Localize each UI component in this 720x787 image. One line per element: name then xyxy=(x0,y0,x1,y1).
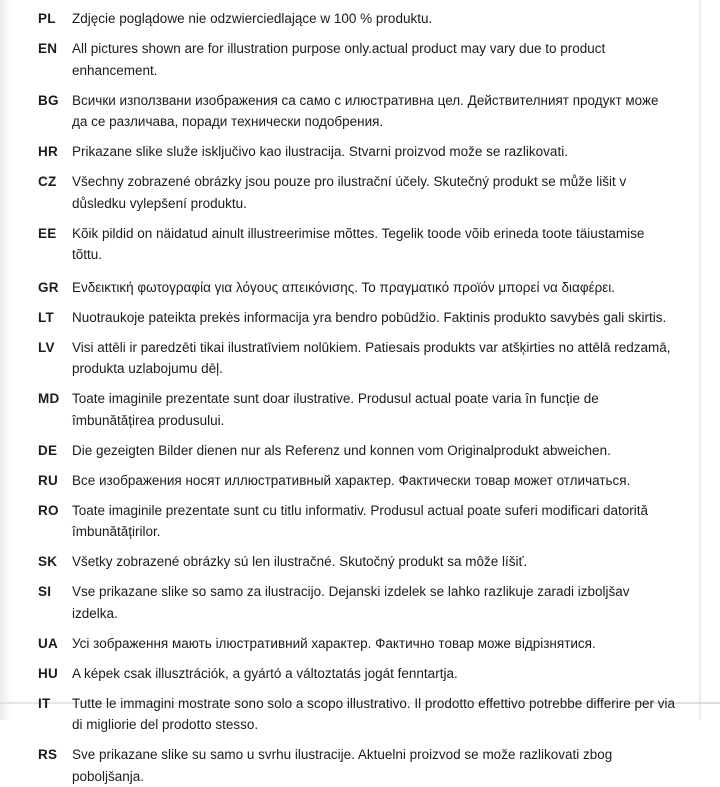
disclaimer-row xyxy=(38,440,694,462)
language-code: CZ xyxy=(38,174,57,189)
disclaimer-row xyxy=(38,500,694,543)
disclaimer-row xyxy=(38,307,694,329)
disclaimer-text: Ενδεικτική φωτογραφία για λόγους απεικόνισης. Το πραγματικό προϊόν μπορεί να διαφέρει. xyxy=(72,279,616,295)
disclaimer-row xyxy=(38,581,694,624)
disclaimer-text: Kõik pildid on näidatud ainult illustreerimise mõttes. Tegelik toode võib erineda toote täiustamise tõttu. xyxy=(72,225,645,262)
language-code: LT xyxy=(38,309,54,325)
language-code: RU xyxy=(38,472,58,488)
disclaimer-text: Всички използвани изображения са само с илюстративна цел. Действителният продукт може да се различава, поради технически подобрения. xyxy=(72,92,659,129)
disclaimer-text: Vse prikazane slike so samo za ilustracijo. Dejanski izdelek se lahko razlikuje zaradi izboljšav izdelka. xyxy=(72,584,630,621)
disclaimer-row xyxy=(38,90,694,133)
language-code: IT xyxy=(38,695,51,711)
language-code: DE xyxy=(38,442,58,458)
disclaimer-row xyxy=(38,277,694,299)
disclaimer-row xyxy=(38,8,694,30)
disclaimer-row xyxy=(38,633,694,655)
disclaimer-text: Prikazane slike služe isključivo kao ilustracija. Stvarni proizvod može se razlikovati. xyxy=(72,144,568,159)
language-code: UA xyxy=(38,635,58,651)
language-code: LV xyxy=(38,339,55,355)
disclaimer-row xyxy=(38,141,694,163)
disclaimer-text: A képek csak illusztrációk, a gyártó a változtatás jogát fenntartja. xyxy=(72,665,458,681)
language-code: RO xyxy=(38,502,59,518)
language-code: HR xyxy=(38,144,58,159)
language-code: RS xyxy=(38,747,58,762)
disclaimer-text: Toate imaginile prezentate sunt cu titlu informativ. Produsul actual poate suferi modificari datorită îmbunătățirilor. xyxy=(72,502,649,539)
disclaimer-row xyxy=(38,38,694,81)
disclaimer-row xyxy=(38,551,694,573)
disclaimer-row xyxy=(38,171,694,214)
disclaimer-text: Tutte le immagini mostrate sono solo a scopo illustrativo. Il prodotto effettivo potrebbe differire per via di migliorie del prodotto stesso. xyxy=(72,695,676,732)
language-code: PL xyxy=(38,11,56,26)
disclaimer-text: Všetky zobrazené obrázky sú len ilustračné. Skutočný produkt sa môže líšiť. xyxy=(72,554,528,569)
disclaimer-text: Die gezeigten Bilder dienen nur als Referenz und konnen vom Originalprodukt abweichen. xyxy=(72,442,611,458)
language-code: EN xyxy=(38,41,58,56)
disclaimer-text: All pictures shown are for illustration purpose only.actual product may vary due to product enhancement. xyxy=(72,41,606,78)
disclaimer-text: Visi attēli ir paredzēti tikai ilustratīviem nolūkiem. Patiesais produkts var atšķirties no attēlā redzamā, produkta uzlabojumu dēļ. xyxy=(72,339,671,376)
disclaimer-text: Усі зображення мають ілюстративний характер. Фактично товар може відрізнятися. xyxy=(72,635,596,651)
language-code: EE xyxy=(38,225,57,241)
disclaimer-row xyxy=(38,337,694,380)
disclaimer-row xyxy=(38,470,694,492)
disclaimer-row xyxy=(38,223,694,266)
language-code: SI xyxy=(38,584,52,599)
disclaimer-text: Nuotraukoje pateikta prekės informacija yra bendro pobūdžio. Faktinis produkto savybės gali skirtis. xyxy=(72,309,667,325)
language-code: BG xyxy=(38,92,59,108)
language-code: GR xyxy=(38,279,59,295)
disclaimer-text: Zdjęcie poglądowe nie odzwierciedlające w 100 % produktu. xyxy=(72,11,433,26)
language-code: SK xyxy=(38,554,58,569)
disclaimer-row xyxy=(38,388,694,431)
disclaimer-row xyxy=(38,744,694,787)
disclaimer-text: Все изображения носят иллюстративный характер. Фактически товар может отличаться. xyxy=(72,472,631,488)
disclaimer-row xyxy=(38,693,694,736)
disclaimer-row xyxy=(38,663,694,685)
disclaimer-rows xyxy=(38,8,694,787)
disclaimer-text: Sve prikazane slike su samo u svrhu ilustracije. Aktuelni proizvod se može razlikovati zbog poboljšanja. xyxy=(72,747,613,784)
language-code: HU xyxy=(38,665,58,681)
language-code: MD xyxy=(38,391,60,406)
disclaimer-text: Všechny zobrazené obrázky jsou pouze pro ilustrační účely. Skutečný produkt se může lišit v důsledku vylepšení produktu. xyxy=(72,174,627,211)
disclaimer-text: Toate imaginile prezentate sunt doar ilustrative. Produsul actual poate varia în funcție de îmbunătățirea produsului. xyxy=(72,391,599,428)
